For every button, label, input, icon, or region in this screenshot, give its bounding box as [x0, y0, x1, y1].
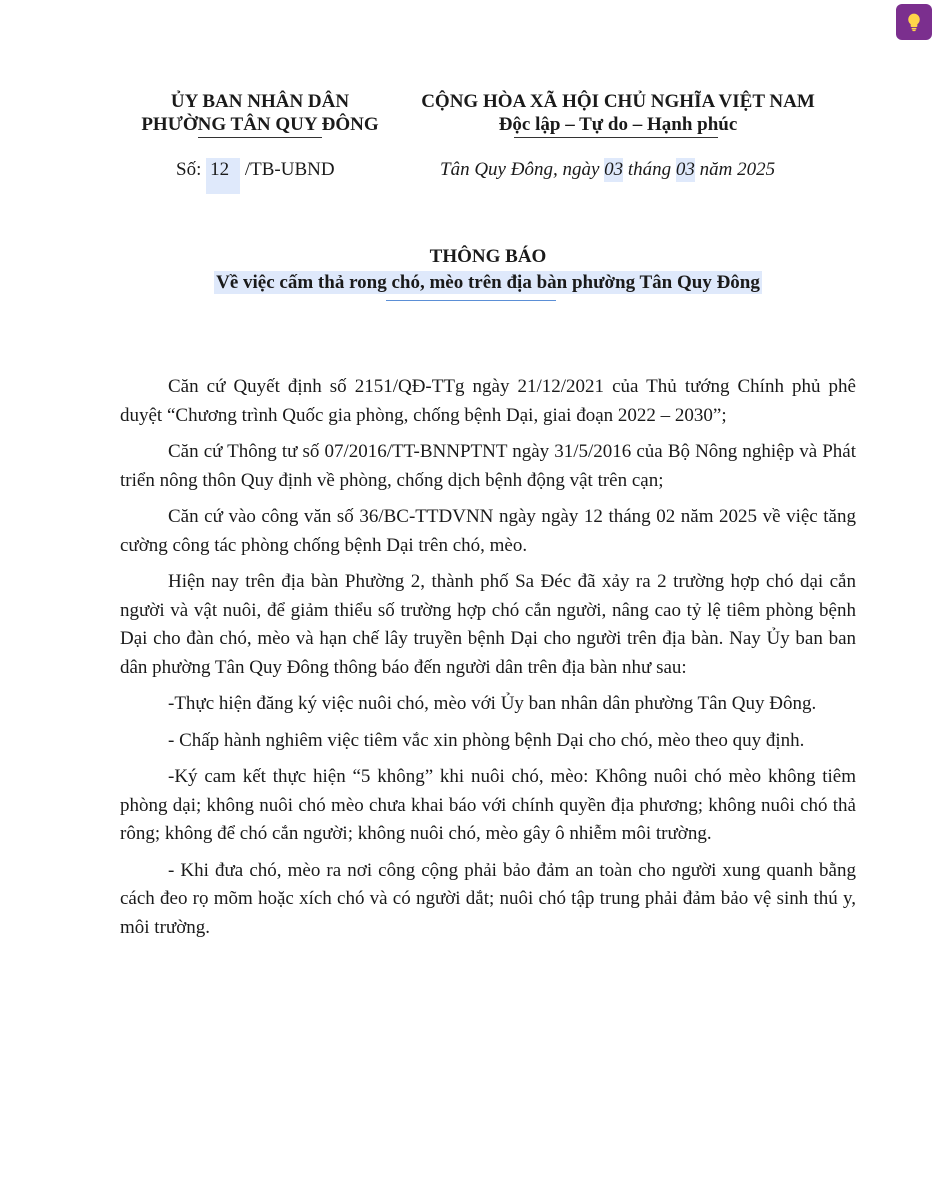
- paragraph-item-2: - Chấp hành nghiêm việc tiêm vắc xin phòng bệnh Dại cho chó, mèo theo quy định.: [168, 729, 805, 751]
- day-field[interactable]: 03: [604, 159, 624, 180]
- issuing-agency: [120, 90, 400, 136]
- paragraph-item-4: - Khi đưa chó, mèo ra nơi công cộng phải bảo đảm an toàn cho người xung quanh bằng cách đeo rọ mõm hoặc xích chó và có người dắt; nuôi chó tập trung phải đảm bảo vệ sinh thú y, môi trường.: [120, 859, 856, 938]
- paragraph-legal-basis-1: Căn cứ Quyết định số 2151/QĐ-TTg ngày 21/12/2021 của Thủ tướng Chính phủ phê duyệt “Chương trình Quốc gia phòng, chống bệnh Dại, giai đoạn 2022 – 2030”;: [120, 376, 856, 426]
- date-place: Tân Quy Đông, ngày: [440, 159, 600, 180]
- document-number: [176, 158, 335, 194]
- paragraph-legal-basis-2: Căn cứ Thông tư số 07/2016/TT-BNNPTNT ngày 31/5/2016 của Bộ Nông nghiệp và Phát triển nông thôn Quy định về phòng, chống dịch bệnh động vật trên cạn;: [120, 441, 856, 491]
- motto-underline: [514, 137, 718, 138]
- document-body: [120, 373, 856, 950]
- agency-underline: [198, 137, 322, 138]
- subject-text: Về việc cấm thả rong chó, mèo trên địa bàn phường Tân Quy Đông: [216, 272, 760, 293]
- number-prefix: Số:: [176, 159, 202, 180]
- document-subject: [120, 271, 856, 295]
- document-date: [440, 158, 775, 182]
- lightbulb-button[interactable]: [896, 4, 932, 40]
- agency-line-1: ỦY BAN NHÂN DÂN: [170, 91, 350, 112]
- year-text: năm 2025: [699, 159, 776, 180]
- paragraph-situation: Hiện nay trên địa bàn Phường 2, thành phố Sa Đéc đã xảy ra 2 trường hợp chó dại cắn người và vật nuôi, để giảm thiểu số trường hợp chó cắn người, nâng cao tỷ lệ tiêm phòng bệnh Dại cho đàn chó, mèo và hạn chế lây truyền bệnh Dại cho người trên địa bàn. Nay Ủy ban ban dân phường Tân Quy Đông thông báo đến người dân trên địa bàn như sau:: [120, 571, 856, 678]
- paragraph-legal-basis-3: Căn cứ vào công văn số 36/BC-TTDVNN ngày ngày 12 tháng 02 năm 2025 về việc tăng cường công tác phòng chống bệnh Dại trên chó, mèo.: [120, 506, 856, 556]
- month-word: tháng: [627, 159, 672, 180]
- subject-underline: [386, 300, 556, 301]
- paragraph-item-3: -Ký cam kết thực hiện “5 không” khi nuôi chó, mèo: Không nuôi chó mèo không tiêm phòng dại; không nuôi chó mèo chưa khai báo với chính quyền địa phương; không nuôi chó thả rông; không để chó cắn người; không nuôi chó, mèo gây ô nhiễm môi trường.: [120, 766, 856, 844]
- document-title: THÔNG BÁO: [429, 246, 547, 267]
- lightbulb-icon: [904, 12, 924, 32]
- number-field[interactable]: 12: [206, 158, 240, 194]
- motto: Độc lập – Tự do – Hạnh phúc: [498, 114, 738, 135]
- national-motto: [398, 90, 838, 136]
- month-field[interactable]: 03: [675, 159, 695, 180]
- country-name: CỘNG HÒA XÃ HỘI CHỦ NGHĨA VIỆT NAM: [421, 91, 815, 112]
- agency-line-2: PHƯỜNG TÂN QUY ĐÔNG: [141, 114, 379, 135]
- number-suffix: /TB-UBND: [244, 159, 335, 180]
- paragraph-item-1: -Thực hiện đăng ký việc nuôi chó, mèo với Ủy ban nhân dân phường Tân Quy Đông.: [168, 693, 817, 714]
